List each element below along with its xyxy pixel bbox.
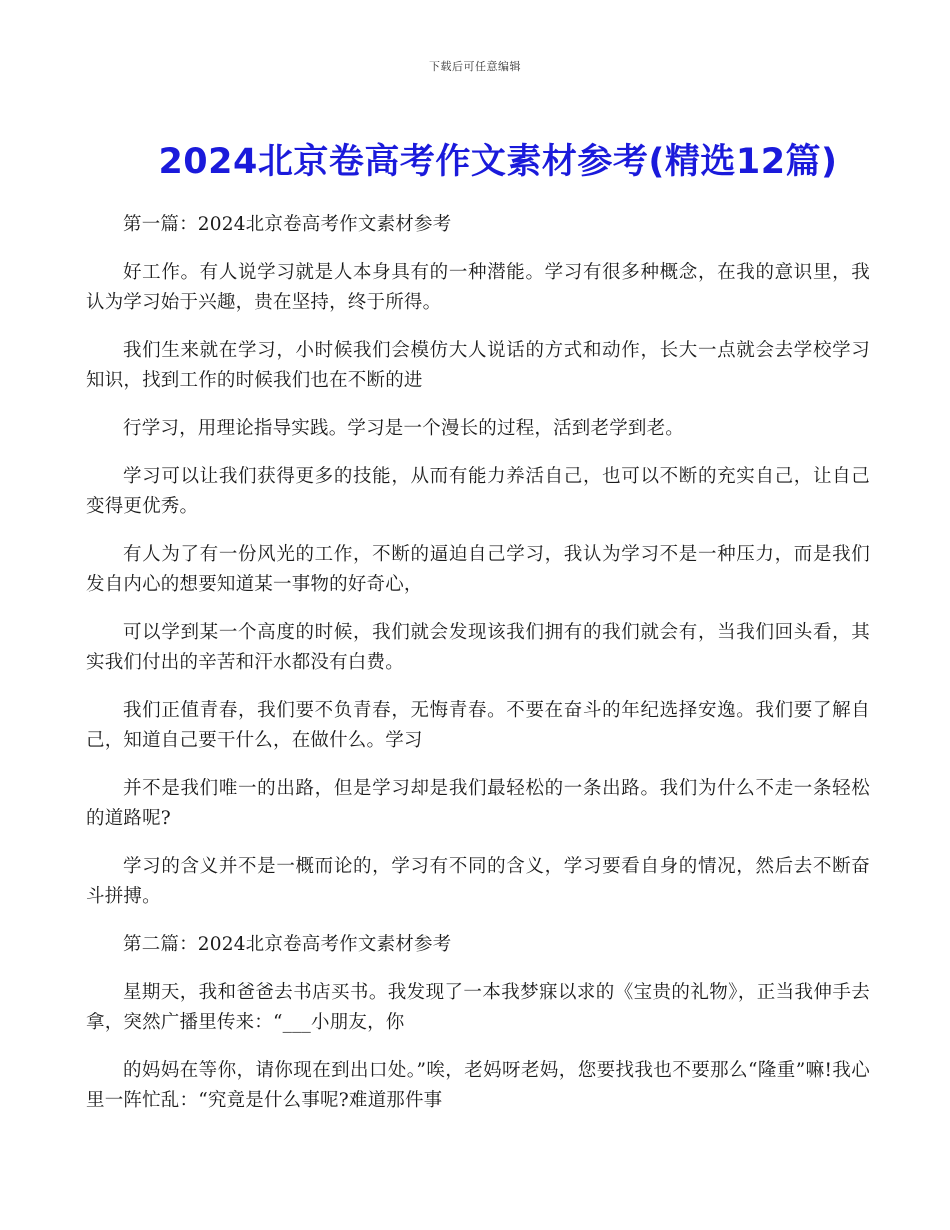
section-heading-2: 第二篇：2024北京卷高考作文素材参考 [123,934,452,955]
paragraph: 学习的含义并不是一概而论的，学习有不同的含义，学习要看自身的情况，然后去不断奋斗拼搏。 [86,856,870,907]
paragraph: 学习可以让我们获得更多的技能，从而有能力养活自己，也可以不断的充实自己，让自己变得更优秀。 [86,466,870,517]
paragraph: 我们正值青春，我们要不负青春，无悔青春。不要在奋斗的年纪选择安逸。我们要了解自己，知道自己要干什么，在做什么。学习 [86,700,870,751]
section-heading-1: 第一篇：2024北京卷高考作文素材参考 [123,214,452,235]
paragraph: 有人为了有一份风光的工作，不断的逼迫自己学习，我认为学习不是一种压力，而是我们发自内心的想要知道某一事物的好奇心， [86,544,870,595]
paragraph: 的妈妈在等你，请你现在到出口处。”唉，老妈呀老妈，您要找我也不要那么“隆重”嘛!我心里一阵忙乱：“究竟是什么事呢?难道那件事 [86,1060,870,1111]
paragraph: 行学习，用理论指导实践。学习是一个漫长的过程，活到老学到老。 [123,418,685,439]
paragraph: 并不是我们唯一的出路，但是学习却是我们最轻松的一条出路。我们为什么不走一条轻松的道路呢? [86,778,870,829]
paragraph: 星期天，我和爸爸去书店买书。我发现了一本我梦寐以求的《宝贵的礼物》，正当我伸手去拿，突然广播里传来：“___小朋友，你 [86,982,870,1033]
header-note: 下载后可任意编辑 [429,60,521,73]
document-body [86,210,870,1134]
paragraph: 好工作。有人说学习就是人本身具有的一种潜能。学习有很多种概念，在我的意识里，我认为学习始于兴趣，贵在坚持，终于所得。 [86,262,870,313]
paragraph: 可以学到某一个高度的时候，我们就会发现该我们拥有的我们就会有，当我们回头看，其实我们付出的辛苦和汗水都没有白费。 [86,622,870,673]
document-title: 2024北京卷高考作文素材参考(精选12篇) [158,142,838,182]
paragraph: 我们生来就在学习，小时候我们会模仿大人说话的方式和动作，长大一点就会去学校学习知识，找到工作的时候我们也在不断的进 [86,340,870,391]
